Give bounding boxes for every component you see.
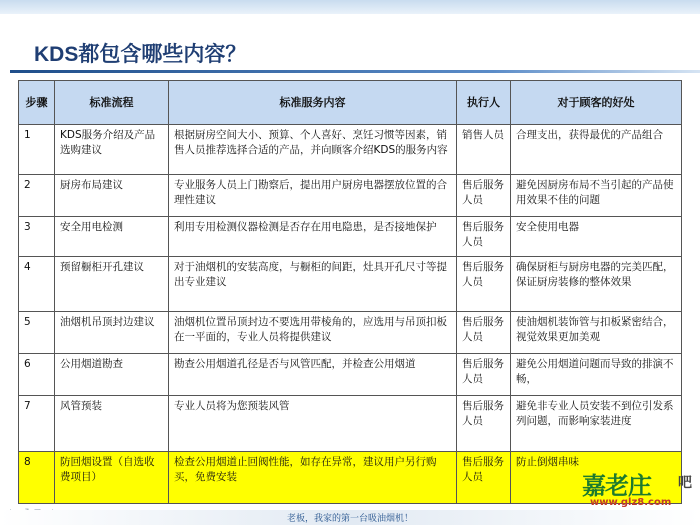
table-row [19,217,682,257]
step-cell: 8 [19,452,55,504]
header-executor: 执行人 [457,81,511,125]
step-cell: 2 [19,175,55,217]
table-row [19,175,682,217]
flow-cell: 油烟机吊顶封边建议 [55,312,169,354]
benefit-cell: 使油烟机装饰管与扣板紧密结合，视觉效果更加美观 [511,312,682,354]
table-row [19,396,682,452]
flow-cell: 公用烟道勘查 [55,354,169,396]
content-cell: 专业人员将为您预装风管 [169,396,457,452]
benefit-cell: 避免非专业人员安装不到位引发系列问题，而影响家装进度 [511,396,682,452]
step-cell: 7 [19,396,55,452]
table-header-row [19,81,682,125]
flow-cell: 风管预装 [55,396,169,452]
executor-cell: 售后服务人员 [457,452,511,504]
flow-cell: 预留橱柜开孔建议 [55,257,169,312]
header-step: 步骤 [19,81,55,125]
title-divider [10,70,700,73]
executor-cell: 售后服务人员 [457,396,511,452]
watermark-suffix: 吧 [678,475,692,491]
watermark-url: www.glz8.com [590,497,672,508]
benefit-cell: 防止倒烟串味 [511,452,682,504]
flow-cell: 安全用电检测 [55,217,169,257]
step-cell: 4 [19,257,55,312]
content-cell: 利用专用检测仪器检测是否存在用电隐患，是否接地保护 [169,217,457,257]
table-row [19,312,682,354]
benefit-cell: 避免公用烟道问题而导致的排演不畅， [511,354,682,396]
flow-cell: KDS服务介绍及产品选购建议 [55,125,169,175]
site-watermark [580,466,698,512]
page-title: KDS都包含哪些内容？ [34,43,247,66]
table-row [19,125,682,175]
content-cell: 勘查公用烟道孔径是否与风管匹配，并检查公用烟道 [169,354,457,396]
step-cell: 1 [19,125,55,175]
top-band [0,0,700,14]
benefit-cell: 合理支出，获得最优的产品组合 [511,125,682,175]
header-content: 标准服务内容 [169,81,457,125]
watermark-brand: 嘉老庄 [582,471,651,500]
table-row [19,354,682,396]
flow-cell: 防回烟设置（自选收费项目） [55,452,169,504]
step-cell: 6 [19,354,55,396]
content-cell: 对于油烟机的安装高度，与橱柜的间距，灶具开孔尺寸等提出专业建议 [169,257,457,312]
content-cell: 油烟机位置吊顶封边不要选用带棱角的，应选用与吊顶扣板在一平面的，专业人员将提供建议 [169,312,457,354]
header-benefit: 对于顾客的好处 [511,81,682,125]
header-flow: 标准流程 [55,81,169,125]
content-cell: 根据厨房空间大小、预算、个人喜好、烹饪习惯等因素，销售人员推荐选择合适的产品，并向顾客介绍KDS的服务内容 [169,125,457,175]
benefit-cell: 确保厨柜与厨房电器的完美匹配，保证厨房装修的整体效果 [511,257,682,312]
table-row [19,257,682,312]
benefit-cell: 避免因厨房布局不当引起的产品使用效果不佳的问题 [511,175,682,217]
kds-service-table [18,80,682,504]
content-cell: 专业服务人员上门勘察后，提出用户厨房电器摆放位置的合理性建议 [169,175,457,217]
executor-cell: 售后服务人员 [457,175,511,217]
step-cell: 5 [19,312,55,354]
executor-cell: 销售人员 [457,125,511,175]
executor-cell: 售后服务人员 [457,312,511,354]
executor-cell: 售后服务人员 [457,257,511,312]
executor-cell: 售后服务人员 [457,354,511,396]
benefit-cell: 安全使用电器 [511,217,682,257]
content-cell: 检查公用烟道止回阀性能，如存在异常，建议用户另行购买，免费安装 [169,452,457,504]
step-cell: 3 [19,217,55,257]
flow-cell: 厨房布局建议 [55,175,169,217]
executor-cell: 售后服务人员 [457,217,511,257]
footer-slogan: 老板，我家的第一台吸油烟机！ [286,514,413,524]
